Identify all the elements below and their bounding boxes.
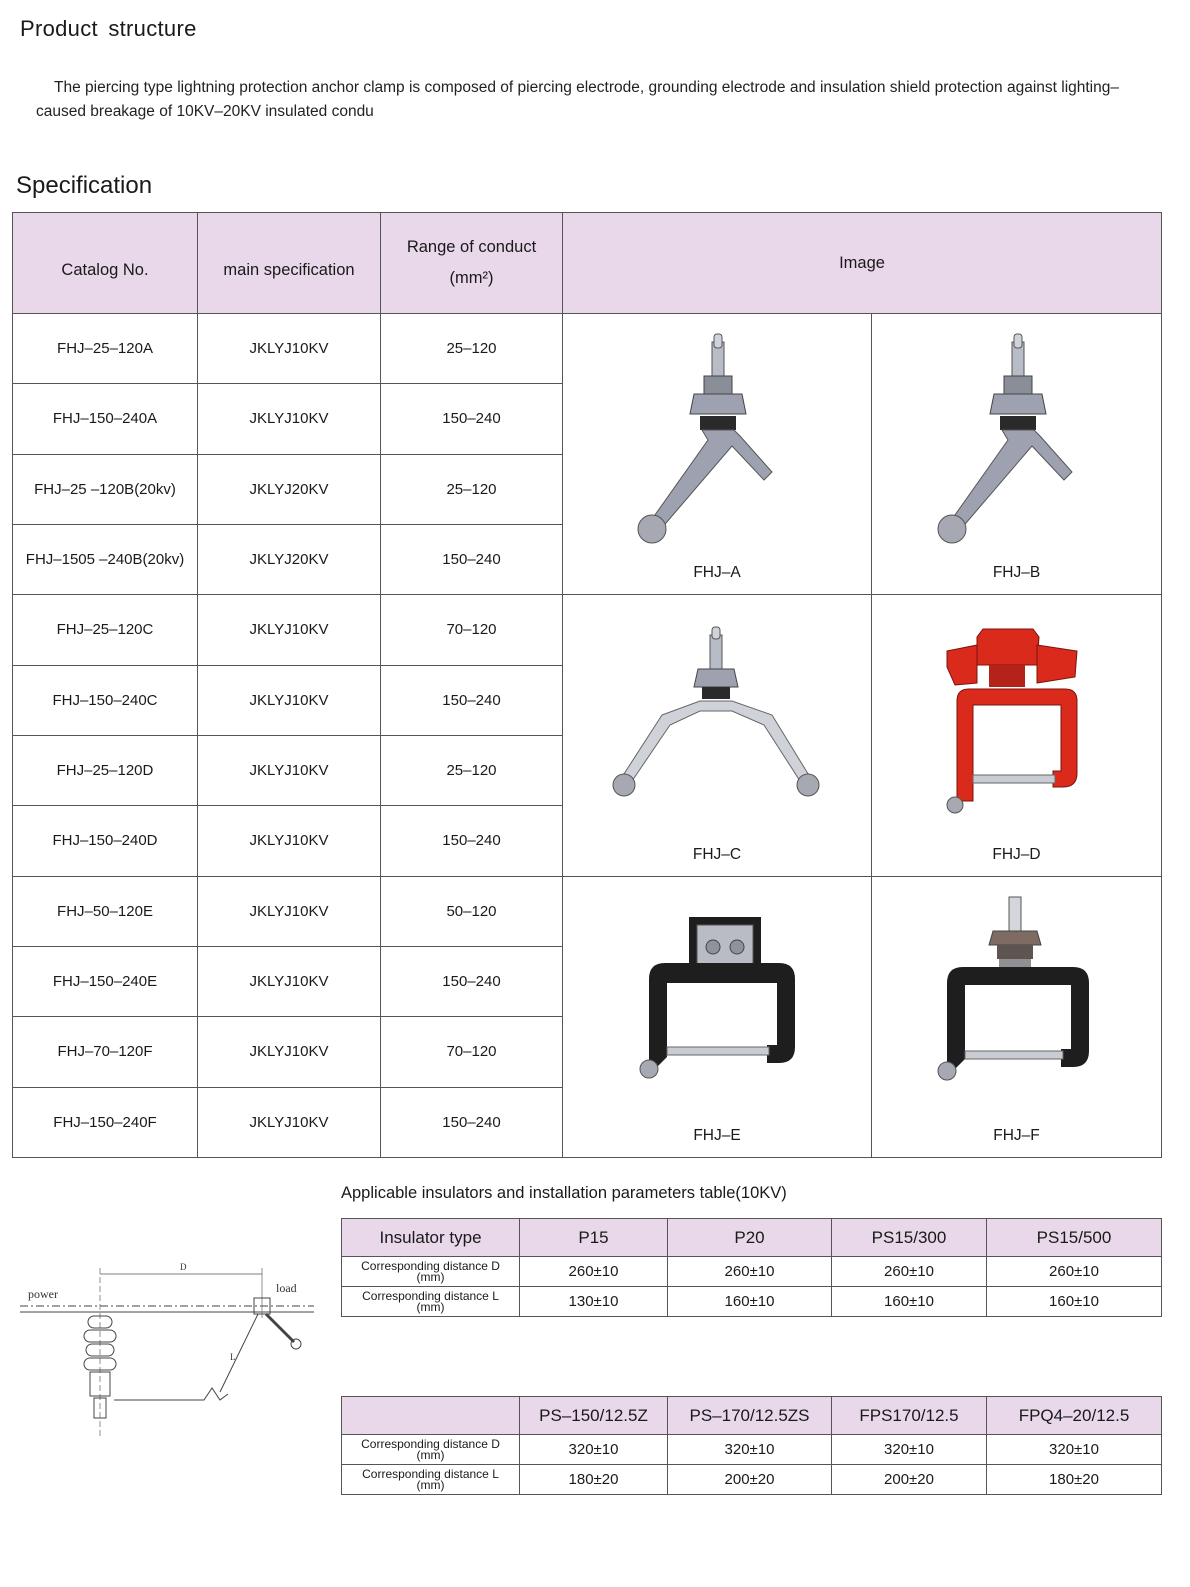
catalog-cell: FHJ–70–120F: [13, 1017, 198, 1087]
image-cell-c: [563, 595, 872, 876]
table-row: [13, 314, 1162, 384]
spec-cell: JKLYJ10KV: [198, 665, 381, 735]
distance-d-value: 260±10: [668, 1257, 832, 1287]
distance-l-label: Corresponding distance L (mm): [342, 1287, 520, 1317]
insulator-type: PS–150/12.5Z: [520, 1397, 668, 1435]
spec-cell: JKLYJ10KV: [198, 806, 381, 876]
image-label-e: FHJ–E: [693, 1127, 741, 1144]
image-label-d: FHJ–D: [992, 845, 1041, 863]
insulator-type: PS15/300: [832, 1219, 987, 1257]
header-range: [381, 213, 563, 314]
range-cell: 150–240: [381, 524, 563, 594]
insulator-type: P15: [520, 1219, 668, 1257]
catalog-cell: FHJ–1505 –240B(20kv): [13, 524, 198, 594]
range-cell: 70–120: [381, 1017, 563, 1087]
image-cell-f: [872, 876, 1162, 1157]
diagram-load-label: load: [276, 1281, 297, 1295]
clamp-black-loop-icon: [627, 887, 807, 1087]
catalog-cell: FHJ–25–120A: [13, 314, 198, 384]
clamp-red-loop-icon: [937, 605, 1097, 815]
insulator-type: FPQ4–20/12.5: [987, 1397, 1162, 1435]
distance-d-value: 260±10: [832, 1257, 987, 1287]
image-cell-b: [872, 314, 1162, 595]
distance-l-value: 160±10: [832, 1287, 987, 1317]
range-cell: 150–240: [381, 384, 563, 454]
diagram-d-label: D: [180, 1262, 187, 1272]
insulator-type-label: [342, 1397, 520, 1435]
image-label-c: FHJ–C: [692, 845, 742, 863]
parameters-header-row: [342, 1219, 1162, 1257]
spec-cell: JKLYJ10KV: [198, 1087, 381, 1157]
parameters-title: Applicable insulators and installation parameters table(10KV): [341, 1184, 787, 1202]
catalog-cell: FHJ–25–120C: [13, 595, 198, 665]
distance-d-value: 320±10: [987, 1435, 1162, 1465]
diagram-power-label: power: [28, 1287, 58, 1301]
clamp-double-arm-icon: [602, 605, 832, 815]
diagram-l-label: L: [230, 1352, 236, 1362]
catalog-cell: FHJ–150–240F: [13, 1087, 198, 1157]
image-label-f: FHJ–F: [993, 1127, 1040, 1144]
catalog-cell: FHJ–150–240A: [13, 384, 198, 454]
catalog-cell: FHJ–50–120E: [13, 876, 198, 946]
distance-d-row: [342, 1257, 1162, 1287]
parameters-table-1: [341, 1218, 1162, 1317]
product-structure-heading: Product structure: [20, 16, 197, 41]
catalog-cell: FHJ–150–240E: [13, 946, 198, 1016]
header-image: Image: [563, 213, 1162, 314]
distance-d-label: Corresponding distance D (mm): [342, 1257, 520, 1287]
header-main-spec: main specification: [198, 213, 381, 314]
range-cell: 150–240: [381, 665, 563, 735]
table-row: [13, 595, 1162, 665]
spec-header-row: [13, 213, 1162, 314]
distance-l-row: [342, 1465, 1162, 1495]
catalog-cell: FHJ–25 –120B(20kv): [13, 454, 198, 524]
distance-d-value: 320±10: [832, 1435, 987, 1465]
distance-l-value: 180±20: [987, 1465, 1162, 1495]
distance-l-value: 200±20: [668, 1465, 832, 1495]
clamp-black-loop-stud-icon: [927, 887, 1107, 1087]
header-catalog: Catalog No.: [13, 213, 198, 314]
distance-l-value: 130±10: [520, 1287, 668, 1317]
specification-table: [12, 212, 1162, 1158]
distance-d-value: 320±10: [668, 1435, 832, 1465]
range-cell: 25–120: [381, 454, 563, 524]
parameters-header-row: [342, 1397, 1162, 1435]
distance-l-value: 180±20: [520, 1465, 668, 1495]
spec-cell: JKLYJ10KV: [198, 314, 381, 384]
distance-d-row: [342, 1435, 1162, 1465]
range-cell: 50–120: [381, 876, 563, 946]
image-cell-d: [872, 595, 1162, 876]
clamp-single-arm-icon: [622, 324, 812, 544]
range-cell: 150–240: [381, 1087, 563, 1157]
spec-cell: JKLYJ10KV: [198, 735, 381, 805]
product-structure-text: The piercing type lightning protection anchor clamp is composed of piercing electrode, grounding electrode and insulation shield protection against lighting–caused breakage of 10KV–20KV insulated condu: [36, 79, 1119, 120]
distance-l-label: Corresponding distance L (mm): [342, 1465, 520, 1495]
catalog-cell: FHJ–25–120D: [13, 735, 198, 805]
range-cell: 25–120: [381, 314, 563, 384]
insulator-type: P20: [668, 1219, 832, 1257]
image-cell-a: [563, 314, 872, 595]
range-cell: 150–240: [381, 946, 563, 1016]
distance-l-row: [342, 1287, 1162, 1317]
header-range-line1: Range of conduct: [406, 238, 537, 256]
spec-cell: JKLYJ10KV: [198, 595, 381, 665]
header-range-unit: (mm²): [449, 269, 494, 287]
parameters-table-2: [341, 1396, 1162, 1495]
distance-l-value: 160±10: [668, 1287, 832, 1317]
range-cell: 25–120: [381, 735, 563, 805]
distance-d-value: 260±10: [520, 1257, 668, 1287]
insulator-type-label: Insulator type: [342, 1219, 520, 1257]
distance-l-value: 160±10: [987, 1287, 1162, 1317]
distance-l-value: 200±20: [832, 1465, 987, 1495]
catalog-cell: FHJ–150–240D: [13, 806, 198, 876]
image-cell-e: [563, 876, 872, 1157]
spec-cell: JKLYJ10KV: [198, 1017, 381, 1087]
distance-d-label: Corresponding distance D (mm): [342, 1435, 520, 1465]
specification-heading: Specification: [16, 172, 153, 199]
insulator-type: PS15/500: [987, 1219, 1162, 1257]
range-cell: 70–120: [381, 595, 563, 665]
catalog-cell: FHJ–150–240C: [13, 665, 198, 735]
image-label-b: FHJ–B: [992, 564, 1041, 582]
insulator-type: FPS170/12.5: [832, 1397, 987, 1435]
installation-diagram: [14, 1258, 324, 1448]
spec-cell: JKLYJ10KV: [198, 876, 381, 946]
clamp-single-arm-icon: [922, 324, 1112, 544]
spec-cell: JKLYJ20KV: [198, 454, 381, 524]
distance-d-value: 260±10: [987, 1257, 1162, 1287]
table-row: [13, 876, 1162, 946]
spec-cell: JKLYJ10KV: [198, 384, 381, 454]
insulator-type: PS–170/12.5ZS: [668, 1397, 832, 1435]
spec-cell: JKLYJ10KV: [198, 946, 381, 1016]
spec-cell: JKLYJ20KV: [198, 524, 381, 594]
range-cell: 150–240: [381, 806, 563, 876]
image-label-a: FHJ–A: [693, 564, 741, 582]
distance-d-value: 320±10: [520, 1435, 668, 1465]
